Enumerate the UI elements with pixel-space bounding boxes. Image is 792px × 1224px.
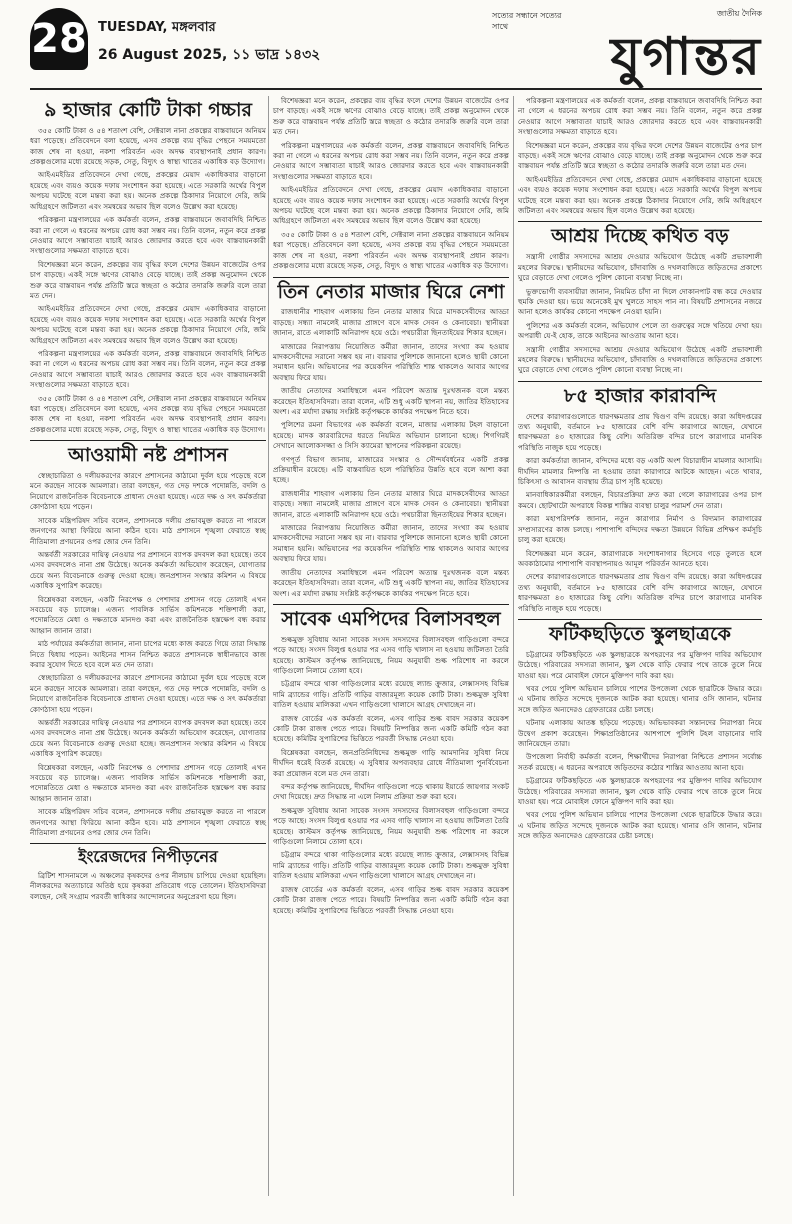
paragraph: উপজেলা নির্বাহী কর্মকর্তা বলেন, শিক্ষার্থীদের নিরাপত্তা নিশ্চিতে প্রশাসন সর্বোচ্চ সতর্ক রয়েছে। এ ধরনের অপরাধে জড়িতদের কঠোর শাস্তির আওতায় আনা হবে।: [518, 752, 762, 772]
headline[interactable]: ফটিকছড়িতে স্কুলছাত্রকে: [549, 622, 731, 645]
headline[interactable]: আওয়ামী নষ্ট প্রশাসন: [68, 444, 228, 467]
paragraph: বন্দর কর্তৃপক্ষ জানিয়েছে, দীর্ঘদিন গাড়িগুলো পড়ে থাকায় ইয়ার্ডে জায়গার সংকট দেখা দিয়েছে। দ্রুত সিদ্ধান্ত না এলে নিলাম প্রক্রিয়া শুরু করা হবে।: [273, 782, 509, 802]
masthead: [492, 4, 762, 87]
headline[interactable]: ইংরেজদের নিপীড়নের: [78, 847, 218, 867]
paragraph: জাতীয় নেতাদের সমাধিস্থলে এমন পরিবেশ অত্যন্ত দুঃখজনক বলে মন্তব্য করেছেন ইতিহাসবিদরা। তারা বলেন, এটি শুধু একটি স্থাপনা নয়, জাতির ইতিহাসের অংশ। এর মর্যাদা রক্ষায় সংশ্লিষ্ট কর্তৃপক্ষকে কার্যকর পদক্ষেপ নিতে হবে।: [273, 567, 509, 598]
paragraph: সন্ত্রাসী গোষ্ঠীর সদস্যদের আশ্রয় দেওয়ার অভিযোগ উঠেছে একটি প্রভাবশালী মহলের বিরুদ্ধে। স্থানীয়দের অভিযোগ, চাঁদাবাজি ও দখলবাজিতে জড়িতদের প্রকাশ্যে ঘুরে বেড়াতে দেখা গেলেও পুলিশ কোনো ব্যবস্থা নিচ্ছে না।: [518, 344, 762, 375]
paragraph: মাঠ পর্যায়ের কর্মকর্তারা জানান, নানা চাপের মধ্যে কাজ করতে গিয়ে তারা সিদ্ধান্ত নিতে দ্বিধায় পড়েন। আইনের শাসন নিশ্চিত করতে প্রশাসনকে স্বাধীনভাবে কাজ করার সুযোগ দিতে হবে বলে মত দেন তারা।: [30, 639, 266, 669]
paragraph: ৩৫৫ কোটি টাকা ও ৫৪ শতাংশ বেশি, সেক্টরাল নানা প্রকল্পের বাস্তবায়নে অনিয়ম ধরা পড়েছে। প্রতিবেদনে বলা হয়েছে, এসব প্রকল্পে ব্যয় বৃদ্ধির পেছনে সময়মতো কাজ শেষ না হওয়া, নকশা পরিবর্তন এবং অদক্ষ ব্যবস্থাপনাই প্রধান কারণ। প্রকল্পগুলোর মধ্যে রয়েছে সড়ক, সেতু, বিদ্যুৎ ও স্বাস্থ্য খাতের একাধিক বড় উদ্যোগ।: [273, 229, 509, 271]
paragraph: কারা কর্মকর্তারা জানান, বন্দিদের মধ্যে বড় একটি অংশ বিচারাধীন মামলার আসামি। দীর্ঘদিন মামলার নিষ্পত্তি না হওয়ায় তারা কারাগারে আটকে আছেন। এতে খাবার, চিকিৎসা ও আবাসন ব্যবস্থায় তীব্র চাপ সৃষ্টি হয়েছে।: [518, 456, 762, 487]
paragraph: রাজস্ব বোর্ডের এক কর্মকর্তা বলেন, এসব গাড়ির শুল্ক বাবদ সরকার কয়েকশ কোটি টাকা রাজস্ব পেতে পারে। বিষয়টি নিষ্পত্তির জন্য একটি কমিটি গঠন করা হয়েছে। কমিটির সুপারিশের ভিত্তিতে পরবর্তী সিদ্ধান্ত নেওয়া হবে।: [273, 884, 509, 915]
paragraph: বিশেষজ্ঞরা মনে করেন, কারাগারকে সংশোধনাগার হিসেবে গড়ে তুলতে হলে অবকাঠামোর পাশাপাশি ব্যবস্থাপনায়ও আমূল পরিবর্তন আনতে হবে।: [518, 548, 762, 568]
paragraph: শুল্কমুক্ত সুবিধায় আনা সাবেক সংসদ সদস্যদের বিলাসবহুল গাড়িগুলো বন্দরে পড়ে আছে। সংসদ বিলুপ্ত হওয়ার পর এসব গাড়ি খালাস না হওয়ায় জটিলতা তৈরি হয়েছে। কাস্টমস কর্তৃপক্ষ জানিয়েছে, নিয়ম অনুযায়ী শুল্ক পরিশোধ না করলে গাড়িগুলো নিলামে তোলা হবে।: [273, 634, 509, 675]
column-right: [518, 96, 762, 845]
section-rule: [273, 604, 509, 605]
paragraph: চট্টগ্রামের ফটিকছড়িতে এক স্কুলছাত্রকে অপহরণের পর মুক্তিপণ দাবির অভিযোগ উঠেছে। পরিবারের সদস্যরা জানান, স্কুল থেকে বাড়ি ফেরার পথে তাকে তুলে নিয়ে যাওয়া হয়। পরে মোবাইল ফোনে মুক্তিপণ দাবি করা হয়।: [518, 776, 762, 807]
section-rule: [518, 221, 762, 222]
paragraph: বিশ্লেষকরা বলছেন, একটি নিরপেক্ষ ও পেশাদার প্রশাসন গড়ে তোলাই এখন সবচেয়ে বড় চ্যালেঞ্জ। এজন্য পাবলিক সার্ভিস কমিশনকে শক্তিশালী করা, পদোন্নতিতে মেধা ও দক্ষতাকে মানদণ্ড করা এবং রাজনৈতিক হস্তক্ষেপ বন্ধ করার আহ্বান জানান তারা।: [30, 762, 266, 803]
column-middle: [273, 96, 509, 919]
headline[interactable]: আশ্রয় দিচ্ছে কথিত বড়: [551, 225, 729, 248]
column-divider: [513, 96, 514, 1196]
paragraph: বিশেষজ্ঞরা মনে করেন, প্রকল্পের ব্যয় বৃদ্ধির ফলে দেশের উন্নয়ন বাজেটের ওপর চাপ বাড়ছে। একই সঙ্গে ঋণের বোঝাও বেড়ে যাচ্ছে। তাই প্রকল্প অনুমোদন থেকে শুরু করে বাস্তবায়ন পর্যন্ত প্রতিটি স্তরে স্বচ্ছতা ও কঠোর তদারকি জরুরি বলে তারা মত দেন।: [273, 96, 509, 137]
headline[interactable]: ৯ হাজার কোটি টাকা গচ্চার: [44, 99, 252, 121]
paragraph: সাবেক মন্ত্রিপরিষদ সচিব বলেন, প্রশাসনকে দলীয় প্রভাবমুক্ত করতে না পারলে জনগণের আস্থা ফিরিয়ে আনা কঠিন হবে। মাঠ প্রশাসনে শৃঙ্খলা ফেরাতে স্বচ্ছ নীতিমালা প্রণয়নের ওপর জোর দেন তিনি।: [30, 807, 266, 838]
paragraph: কারা মহাপরিদর্শক জানান, নতুন কারাগার নির্মাণ ও বিদ্যমান কারাগারের সম্প্রসারণের কাজ চলছে। পাশাপাশি বন্দিদের দক্ষতা উন্নয়নে বিভিন্ন প্রশিক্ষণ কর্মসূচি চালু করা হয়েছে।: [518, 514, 762, 545]
paragraph: খবর পেয়ে পুলিশ অভিযান চালিয়ে পাশের উপজেলা থেকে ছাত্রটিকে উদ্ধার করে। এ ঘটনায় জড়িত সন্দেহে দুজনকে আটক করা হয়েছে। থানার ওসি জানান, ঘটনার সঙ্গে জড়িত অন্যদেরও গ্রেফতারের চেষ্টা চলছে।: [518, 684, 762, 714]
paragraph: বিশ্লেষকরা বলছেন, একটি নিরপেক্ষ ও পেশাদার প্রশাসন গড়ে তোলাই এখন সবচেয়ে বড় চ্যালেঞ্জ। এজন্য পাবলিক সার্ভিস কমিশনকে শক্তিশালী করা, পদোন্নতিতে মেধা ও দক্ষতাকে মানদণ্ড করা এবং রাজনৈতিক হস্তক্ষেপ বন্ধ করার আহ্বান জানান তারা।: [30, 594, 266, 635]
page-header: [0, 0, 792, 92]
page-number: 28: [30, 8, 88, 70]
paragraph: চট্টগ্রাম বন্দরে থাকা গাড়িগুলোর মধ্যে রয়েছে ল্যান্ড ক্রুজার, লেক্সাসসহ বিভিন্ন দামি ব্র্যান্ডের গাড়ি। প্রতিটি গাড়ির বাজারমূল্য কয়েক কোটি টাকা। শুল্কমুক্ত সুবিধা বাতিল হওয়ায় মালিকরা এখন গাড়িগুলো খালাসে আগ্রহ দেখাচ্ছেন না।: [273, 679, 509, 710]
paragraph: পরিকল্পনা মন্ত্রণালয়ের এক কর্মকর্তা বলেন, প্রকল্প বাস্তবায়নে জবাবদিহি নিশ্চিত করা না গেলে এ ধরনের অপচয় রোধ করা সম্ভব নয়। তিনি বলেন, নতুন করে প্রকল্প নেওয়ার আগে সম্ভাব্যতা যাচাই আরও জোরদার করতে হবে এবং বাস্তবায়নকারী সংস্থাগুলোর সক্ষমতা বাড়াতে হবে।: [30, 348, 266, 390]
paragraph: শুল্কমুক্ত সুবিধায় আনা সাবেক সংসদ সদস্যদের বিলাসবহুল গাড়িগুলো বন্দরে পড়ে আছে। সংসদ বিলুপ্ত হওয়ার পর এসব গাড়ি খালাস না হওয়ায় জটিলতা তৈরি হয়েছে। কাস্টমস কর্তৃপক্ষ জানিয়েছে, নিয়ম অনুযায়ী শুল্ক পরিশোধ না করলে গাড়িগুলো নিলামে তোলা হবে।: [273, 805, 509, 847]
masthead-tagline: সত্যের সন্ধানে সত্যের সাথে: [492, 11, 562, 31]
paragraph: খবর পেয়ে পুলিশ অভিযান চালিয়ে পাশের উপজেলা থেকে ছাত্রটিকে উদ্ধার করে। এ ঘটনায় জড়িত সন্দেহে দুজনকে আটক করা হয়েছে। থানার ওসি জানান, ঘটনার সঙ্গে জড়িত অন্যদেরও গ্রেফতারের চেষ্টা চলছে।: [518, 810, 762, 841]
paragraph: ব্রিটিশ শাসনামলে এ অঞ্চলের কৃষকদের ওপর নীলচাষ চাপিয়ে দেওয়া হয়েছিল। নীলকরদের অত্যাচারে অতিষ্ঠ হয়ে কৃষকরা প্রতিরোধ গড়ে তোলেন। ইতিহাসবিদরা বলছেন, সেই সংগ্রাম পরবর্তী স্বাধিকার আন্দোলনের অনুপ্রেরণা হয়ে ছিল।: [30, 870, 266, 901]
weekday-en: TUESDAY,: [98, 20, 168, 35]
paragraph: অন্তর্বর্তী সরকারের দায়িত্ব নেওয়ার পর প্রশাসনে ব্যাপক রদবদল করা হয়েছে। তবে এসব রদবদলেও নানা প্রশ্ন উঠেছে। অনেক কর্মকর্তা অভিযোগ করেছেন, যোগ্যতার চেয়ে অন্য বিবেচনাকে গুরুত্ব দেওয়া হচ্ছে। জনপ্রশাসন সংস্কার কমিশন এ বিষয়ে একাধিক সুপারিশ করেছে।: [30, 549, 266, 591]
paragraph: ৩৫৫ কোটি টাকা ও ৫৪ শতাংশ বেশি, সেক্টরাল নানা প্রকল্পের বাস্তবায়নে অনিয়ম ধরা পড়েছে। প্রতিবেদনে বলা হয়েছে, এসব প্রকল্পে ব্যয় বৃদ্ধির পেছনে সময়মতো কাজ শেষ না হওয়া, নকশা পরিবর্তন এবং অদক্ষ ব্যবস্থাপনাই প্রধান কারণ। প্রকল্পগুলোর মধ্যে রয়েছে সড়ক, সেতু, বিদ্যুৎ ও স্বাস্থ্য খাতের একাধিক বড় উদ্যোগ।: [30, 393, 266, 434]
paragraph: পুলিশের রমনা বিভাগের এক কর্মকর্তা বলেন, মাজার এলাকায় টহল বাড়ানো হয়েছে। মাদক কারবারিদের ধরতে নিয়মিত অভিযান চালানো হচ্ছে। শিগগিরই সেখানে আলোকসজ্জা ও সিসি ক্যামেরা স্থাপনের পরিকল্পনা রয়েছে।: [273, 420, 509, 451]
paragraph: গণপূর্ত বিভাগ জানায়, মাজারের সংস্কার ও সৌন্দর্যবর্ধনের একটি প্রকল্প প্রক্রিয়াধীন রয়েছে। এটি বাস্তবায়িত হলে পরিস্থিতির উন্নতি হবে বলে আশা করা হচ্ছে।: [273, 454, 509, 485]
date-block: [98, 18, 320, 67]
paragraph: অন্তর্বর্তী সরকারের দায়িত্ব নেওয়ার পর প্রশাসনে ব্যাপক রদবদল করা হয়েছে। তবে এসব রদবদলেও নানা প্রশ্ন উঠেছে। অনেক কর্মকর্তা অভিযোগ করেছেন, যোগ্যতার চেয়ে অন্য বিবেচনাকে গুরুত্ব দেওয়া হচ্ছে। জনপ্রশাসন সংস্কার কমিশন এ বিষয়ে একাধিক সুপারিশ করেছে।: [30, 718, 266, 759]
paragraph: স্বেচ্ছাচারিতা ও দলীয়করণের কারণে প্রশাসনের কাঠামো দুর্বল হয়ে পড়েছে বলে মনে করছেন সাবেক আমলারা। তারা বলছেন, গত দেড় দশকে পদোন্নতি, বদলি ও নিয়োগে রাজনৈতিক বিবেচনাকে প্রাধান্য দেওয়া হয়েছে। এতে দক্ষ ও সৎ কর্মকর্তারা কোণঠাসা হয়ে পড়েন।: [30, 471, 266, 512]
section-rule: [518, 381, 762, 382]
paragraph: বিশেষজ্ঞরা মনে করেন, প্রকল্পের ব্যয় বৃদ্ধির ফলে দেশের উন্নয়ন বাজেটের ওপর চাপ বাড়ছে। একই সঙ্গে ঋণের বোঝাও বেড়ে যাচ্ছে। তাই প্রকল্প অনুমোদন থেকে শুরু করে বাস্তবায়ন পর্যন্ত প্রতিটি স্তরে স্বচ্ছতা ও কঠোর তদারকি জরুরি বলে তারা মত দেন।: [30, 259, 266, 300]
section-rule: [518, 619, 762, 620]
paragraph: রাজধানীর শাহবাগ এলাকায় তিন নেতার মাজার ঘিরে মাদকসেবীদের আড্ডা বাড়ছে। সন্ধ্যা নামলেই মাজার প্রাঙ্গণে বসে মাদক সেবন ও কেনাবেচা। স্থানীয়রা জানান, রাতে এলাকাটি অনিরাপদ হয়ে ওঠে। পথচারীরা ছিনতাইয়ের শিকার হচ্ছেন।: [273, 488, 509, 519]
paragraph: দেশের কারাগারগুলোতে ধারণক্ষমতার প্রায় দ্বিগুণ বন্দি রয়েছে। কারা অধিদপ্তরের তথ্য অনুযায়ী, বর্তমানে ৮৫ হাজারের বেশি বন্দি কারাগারে আছেন, যেখানে ধারণক্ষমতা ৪৩ হাজারের কিছু বেশি। অতিরিক্ত বন্দির চাপে কারাগারে মানবিক পরিস্থিতি নাজুক হয়ে পড়েছে।: [518, 572, 762, 613]
header-rule: [30, 88, 762, 90]
column-divider: [268, 96, 269, 1196]
paragraph: স্বেচ্ছাচারিতা ও দলীয়করণের কারণে প্রশাসনের কাঠামো দুর্বল হয়ে পড়েছে বলে মনে করছেন সাবেক আমলারা। তারা বলছেন, গত দেড় দশকে পদোন্নতি, বদলি ও নিয়োগে রাজনৈতিক বিবেচনাকে প্রাধান্য দেওয়া হয়েছে। এতে দক্ষ ও সৎ কর্মকর্তারা কোণঠাসা হয়ে পড়েন।: [30, 673, 266, 714]
paragraph: পরিকল্পনা মন্ত্রণালয়ের এক কর্মকর্তা বলেন, প্রকল্প বাস্তবায়নে জবাবদিহি নিশ্চিত করা না গেলে এ ধরনের অপচয় রোধ করা সম্ভব নয়। তিনি বলেন, নতুন করে প্রকল্প নেওয়ার আগে সম্ভাব্যতা যাচাই আরও জোরদার করতে হবে এবং বাস্তবায়নকারী সংস্থাগুলোর সক্ষমতা বাড়াতে হবে।: [518, 96, 762, 137]
paragraph: জাতীয় নেতাদের সমাধিস্থলে এমন পরিবেশ অত্যন্ত দুঃখজনক বলে মন্তব্য করেছেন ইতিহাসবিদরা। তারা বলেন, এটি শুধু একটি স্থাপনা নয়, জাতির ইতিহাসের অংশ। এর মর্যাদা রক্ষায় সংশ্লিষ্ট কর্তৃপক্ষকে কার্যকর পদক্ষেপ নিতে হবে।: [273, 386, 509, 416]
headline[interactable]: ৮৫ হাজার কারাবন্দি: [563, 384, 717, 407]
issue-date: 26 August 2025, ১১ ভাদ্র ১৪৩২: [98, 47, 321, 63]
column-left: [30, 96, 266, 905]
paragraph: পরিকল্পনা মন্ত্রণালয়ের এক কর্মকর্তা বলেন, প্রকল্প বাস্তবায়নে জবাবদিহি নিশ্চিত করা না গেলে এ ধরনের অপচয় রোধ করা সম্ভব নয়। তিনি বলেন, নতুন করে প্রকল্প নেওয়ার আগে সম্ভাব্যতা যাচাই আরও জোরদার করতে হবে এবং বাস্তবায়নকারী সংস্থাগুলোর সক্ষমতা বাড়াতে হবে।: [273, 140, 509, 181]
paragraph: সাবেক মন্ত্রিপরিষদ সচিব বলেন, প্রশাসনকে দলীয় প্রভাবমুক্ত করতে না পারলে জনগণের আস্থা ফিরিয়ে আনা কঠিন হবে। মাঠ প্রশাসনে শৃঙ্খলা ফেরাতে স্বচ্ছ নীতিমালা প্রণয়নের ওপর জোর দেন তিনি।: [30, 515, 266, 546]
paragraph: মাজারের নিরাপত্তায় নিয়োজিত কর্মীরা জানান, তাদের সংখ্যা কম হওয়ায় মাদকসেবীদের সরানো সম্ভব হয় না। বারবার পুলিশকে জানানো হলেও স্থায়ী কোনো সমাধান হয়নি। অভিযানের পর কয়েকদিন পরিস্থিতি শান্ত থাকলেও আবার আগের অবস্থায় ফিরে যায়।: [273, 523, 509, 564]
section-rule: [30, 440, 266, 441]
paragraph: ঘটনায় এলাকায় আতঙ্ক ছড়িয়ে পড়েছে। অভিভাবকরা সন্তানদের নিরাপত্তা নিয়ে উদ্বেগ প্রকাশ করেছেন। শিক্ষাপ্রতিষ্ঠানের আশপাশে পুলিশি টহল বাড়ানোর দাবি জানিয়েছেন তারা।: [518, 718, 762, 749]
paragraph: রাজস্ব বোর্ডের এক কর্মকর্তা বলেন, এসব গাড়ির শুল্ক বাবদ সরকার কয়েকশ কোটি টাকা রাজস্ব পেতে পারে। বিষয়টি নিষ্পত্তির জন্য একটি কমিটি গঠন করা হয়েছে। কমিটির সুপারিশের ভিত্তিতে পরবর্তী সিদ্ধান্ত নেওয়া হবে।: [273, 713, 509, 744]
paragraph: সন্ত্রাসী গোষ্ঠীর সদস্যদের আশ্রয় দেওয়ার অভিযোগ উঠেছে একটি প্রভাবশালী মহলের বিরুদ্ধে। স্থানীয়দের অভিযোগ, চাঁদাবাজি ও দখলবাজিতে জড়িতদের প্রকাশ্যে ঘুরে বেড়াতে দেখা গেলেও পুলিশ কোনো ব্যবস্থা নিচ্ছে না।: [518, 252, 762, 283]
paragraph: চট্টগ্রামের ফটিকছড়িতে এক স্কুলছাত্রকে অপহরণের পর মুক্তিপণ দাবির অভিযোগ উঠেছে। পরিবারের সদস্যরা জানান, স্কুল থেকে বাড়ি ফেরার পথে তাকে তুলে নিয়ে যাওয়া হয়। পরে মোবাইল ফোনে মুক্তিপণ দাবি করা হয়।: [518, 649, 762, 680]
paragraph: মাজারের নিরাপত্তায় নিয়োজিত কর্মীরা জানান, তাদের সংখ্যা কম হওয়ায় মাদকসেবীদের সরানো সম্ভব হয় না। বারবার পুলিশকে জানানো হলেও স্থায়ী কোনো সমাধান হয়নি। অভিযানের পর কয়েকদিন পরিস্থিতি শান্ত থাকলেও আবার আগের অবস্থায় ফিরে যায়।: [273, 341, 509, 382]
paragraph: আইএমইডির প্রতিবেদনে দেখা গেছে, প্রকল্পের মেয়াদ একাধিকবার বাড়ানো হয়েছে এবং ব্যয়ও কয়েক দফায় সংশোধন করা হয়েছে। এতে সরকারি অর্থের বিপুল অপচয় ঘটেছে বলে মন্তব্য করা হয়। অনেক প্রকল্পে ঠিকাদার নিয়োগে দেরি, জমি অধিগ্রহণে জটিলতা এবং সমন্বয়ের অভাব ছিল বলেও উল্লেখ করা হয়েছে।: [30, 304, 266, 345]
paragraph: চট্টগ্রাম বন্দরে থাকা গাড়িগুলোর মধ্যে রয়েছে ল্যান্ড ক্রুজার, লেক্সাসসহ বিভিন্ন দামি ব্র্যান্ডের গাড়ি। প্রতিটি গাড়ির বাজারমূল্য কয়েক কোটি টাকা। শুল্কমুক্ত সুবিধা বাতিল হওয়ায় মালিকরা এখন গাড়িগুলো খালাসে আগ্রহ দেখাচ্ছেন না।: [273, 850, 509, 881]
paragraph: আইএমইডির প্রতিবেদনে দেখা গেছে, প্রকল্পের মেয়াদ একাধিকবার বাড়ানো হয়েছে এবং ব্যয়ও কয়েক দফায় সংশোধন করা হয়েছে। এতে সরকারি অর্থের বিপুল অপচয় ঘটেছে বলে মন্তব্য করা হয়। অনেক প্রকল্পে ঠিকাদার নিয়োগে দেরি, জমি অধিগ্রহণে জটিলতা এবং সমন্বয়ের অভাব ছিল বলেও উল্লেখ করা হয়েছে।: [273, 185, 509, 226]
paragraph: আইএমইডির প্রতিবেদনে দেখা গেছে, প্রকল্পের মেয়াদ একাধিকবার বাড়ানো হয়েছে এবং ব্যয়ও কয়েক দফায় সংশোধন করা হয়েছে। এতে সরকারি অর্থের বিপুল অপচয় ঘটেছে বলে মন্তব্য করা হয়। অনেক প্রকল্পে ঠিকাদার নিয়োগে দেরি, জমি অধিগ্রহণে জটিলতা এবং সমন্বয়ের অভাব ছিল বলেও উল্লেখ করা হয়েছে।: [30, 170, 266, 211]
paragraph: রাজধানীর শাহবাগ এলাকায় তিন নেতার মাজার ঘিরে মাদকসেবীদের আড্ডা বাড়ছে। সন্ধ্যা নামলেই মাজার প্রাঙ্গণে বসে মাদক সেবন ও কেনাবেচা। স্থানীয়রা জানান, রাতে এলাকাটি অনিরাপদ হয়ে ওঠে। পথচারীরা ছিনতাইয়ের শিকার হচ্ছেন।: [273, 307, 509, 338]
paragraph: পরিকল্পনা মন্ত্রণালয়ের এক কর্মকর্তা বলেন, প্রকল্প বাস্তবায়নে জবাবদিহি নিশ্চিত করা না গেলে এ ধরনের অপচয় রোধ করা সম্ভব নয়। তিনি বলেন, নতুন করে প্রকল্প নেওয়ার আগে সম্ভাব্যতা যাচাই আরও জোরদার করতে হবে এবং বাস্তবায়নকারী সংস্থাগুলোর সক্ষমতা বাড়াতে হবে।: [30, 215, 266, 256]
masthead-logo: যুগান্তর: [610, 26, 762, 87]
paragraph: পুলিশের এক কর্মকর্তা বলেন, অভিযোগ পেলে তা গুরুত্বের সঙ্গে খতিয়ে দেখা হয়। অপরাধী যে-ই হোক, তাকে আইনের আওতায় আনা হবে।: [518, 320, 762, 341]
paragraph: বিশ্লেষকরা বলছেন, জনপ্রতিনিধিদের শুল্কমুক্ত গাড়ি আমদানির সুবিধা নিয়ে দীর্ঘদিন ধরেই বিতর্ক রয়েছে। এ সুবিধার অপব্যবহার রোধে নীতিমালা পুনর্বিবেচনা করা প্রয়োজন বলে মত দেন তারা।: [273, 747, 509, 778]
paragraph: দেশের কারাগারগুলোতে ধারণক্ষমতার প্রায় দ্বিগুণ বন্দি রয়েছে। কারা অধিদপ্তরের তথ্য অনুযায়ী, বর্তমানে ৮৫ হাজারের বেশি বন্দি কারাগারে আছেন, যেখানে ধারণক্ষমতা ৪৩ হাজারের কিছু বেশি। অতিরিক্ত বন্দির চাপে কারাগারে মানবিক পরিস্থিতি নাজুক হয়ে পড়েছে।: [518, 411, 762, 452]
paragraph: আইএমইডির প্রতিবেদনে দেখা গেছে, প্রকল্পের মেয়াদ একাধিকবার বাড়ানো হয়েছে এবং ব্যয়ও কয়েক দফায় সংশোধন করা হয়েছে। এতে সরকারি অর্থের বিপুল অপচয় ঘটেছে বলে মন্তব্য করা হয়। অনেক প্রকল্পে ঠিকাদার নিয়োগে দেরি, জমি অধিগ্রহণে জটিলতা এবং সমন্বয়ের অভাব ছিল বলেও উল্লেখ করা হয়েছে।: [518, 174, 762, 216]
section-rule: [30, 843, 266, 844]
headline[interactable]: সাবেক এমপিদের বিলাসবহুল: [281, 607, 501, 630]
headline[interactable]: তিন নেতার মাজার ঘিরে নেশা: [277, 280, 505, 303]
weekday: [98, 18, 320, 39]
paragraph: বিশেষজ্ঞরা মনে করেন, প্রকল্পের ব্যয় বৃদ্ধির ফলে দেশের উন্নয়ন বাজেটের ওপর চাপ বাড়ছে। একই সঙ্গে ঋণের বোঝাও বেড়ে যাচ্ছে। তাই প্রকল্প অনুমোদন থেকে শুরু করে বাস্তবায়ন পর্যন্ত প্রতিটি স্তরে স্বচ্ছতা ও কঠোর তদারকি জরুরি বলে তারা মত দেন।: [518, 140, 762, 171]
weekday-bn: মঙ্গলবার: [172, 20, 216, 35]
paragraph: ৩৫৫ কোটি টাকা ও ৫৪ শতাংশ বেশি, সেক্টরাল নানা প্রকল্পের বাস্তবায়নে অনিয়ম ধরা পড়েছে। প্রতিবেদনে বলা হয়েছে, এসব প্রকল্পে ব্যয় বৃদ্ধির পেছনে সময়মতো কাজ শেষ না হওয়া, নকশা পরিবর্তন এবং অদক্ষ ব্যবস্থাপনাই প্রধান কারণ। প্রকল্পগুলোর মধ্যে রয়েছে সড়ক, সেতু, বিদ্যুৎ ও স্বাস্থ্য খাতের একাধিক বড় উদ্যোগ।: [30, 125, 266, 167]
section-rule: [273, 277, 509, 278]
paragraph: মানবাধিকারকর্মীরা বলছেন, বিচারপ্রক্রিয়া দ্রুত করা গেলে কারাগারের ওপর চাপ কমবে। ছোটখাটো অপরাধে বিকল্প শাস্তির ব্যবস্থা চালুর পরামর্শ দেন তারা।: [518, 490, 762, 510]
masthead-subtag: জাতীয় দৈনিক: [716, 9, 762, 18]
paragraph: ভুক্তভোগী ব্যবসায়ীরা জানান, নিয়মিত চাঁদা না দিলে দোকানপাট বন্ধ করে দেওয়ার হুমকি দেওয়া হয়। ভয়ে অনেকেই মুখ খুলতে সাহস পান না। বিষয়টি প্রশাসনের নজরে আনা হলেও কার্যকর কোনো পদক্ষেপ নেওয়া হয়নি।: [518, 286, 762, 317]
